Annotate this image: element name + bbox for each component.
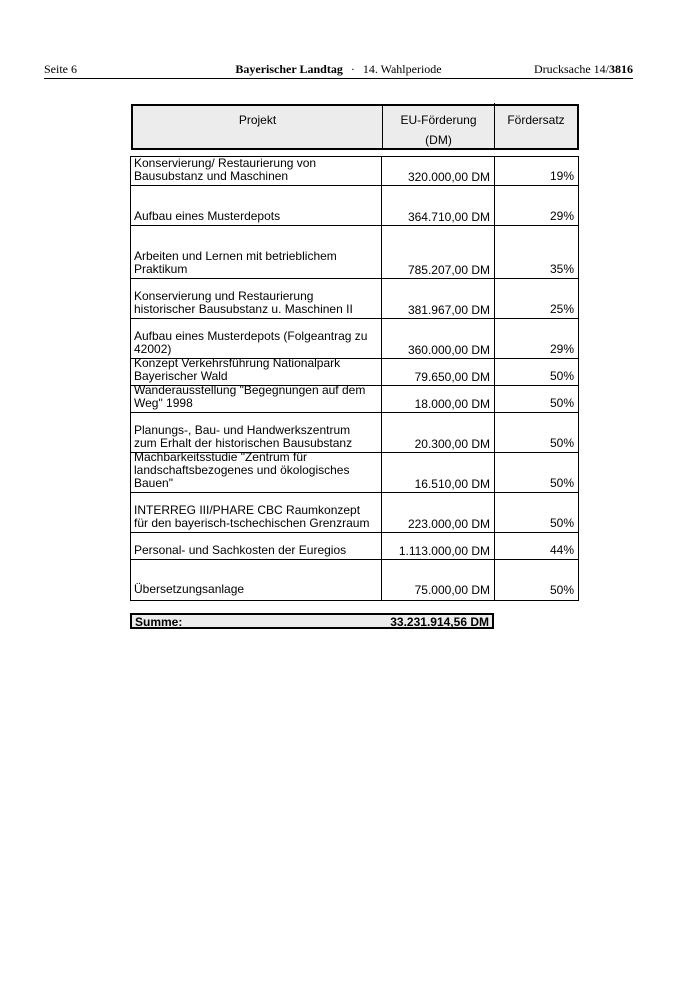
table-row [131, 560, 578, 600]
rate-cell: 50% [549, 369, 574, 383]
table-header [131, 104, 579, 150]
project-cell [131, 450, 382, 492]
rate-cell: 19% [549, 169, 574, 183]
project-cell [131, 157, 382, 185]
project-name: Konservierung/ Restaurierung von Bausubstanz und Maschinen [134, 156, 317, 183]
page-number: Seite 6 [44, 62, 77, 76]
rate-cell: 44% [549, 543, 574, 557]
document-number-value: 3816 [609, 62, 633, 76]
amount-cell: 381.967,00 DM [382, 279, 495, 318]
project-name: Übersetzungsanlage [134, 582, 245, 596]
rate-cell: 29% [549, 342, 574, 356]
rate-cell: 25% [549, 302, 574, 316]
page-header [44, 62, 633, 79]
table-row [131, 450, 578, 493]
table-row [131, 493, 578, 533]
sum-label: Summe: [135, 615, 183, 629]
parliament-name: Bayerischer Landtag [235, 62, 343, 76]
rate-cell: 50% [549, 436, 574, 450]
rate-cell: 50% [549, 476, 574, 490]
amount-cell: 785.207,00 DM [382, 226, 495, 278]
project-name: INTERREG III/PHARE CBC Raumkonzept für den bayerisch-tschechischen Grenzraum [134, 503, 370, 530]
document-prefix: Drucksache 14/ [534, 62, 609, 76]
project-name: Konservierung und Restaurierung historischer Bausubstanz u. Maschinen II [134, 289, 353, 316]
project-cell [131, 226, 382, 278]
rate-cell: 50% [549, 516, 574, 530]
amount-cell: 75.000,00 DM [382, 560, 495, 600]
table-row [131, 319, 578, 359]
project-cell [131, 356, 382, 385]
column-header-eu-unit: (DM) [425, 133, 452, 147]
project-cell [131, 533, 382, 559]
rate-cell: 50% [549, 583, 574, 597]
project-cell [131, 319, 382, 358]
rate-cell: 29% [549, 209, 574, 223]
header-separator: · [350, 62, 355, 76]
project-cell [131, 279, 382, 318]
project-cell [131, 493, 382, 532]
project-name: Arbeiten und Lernen mit betrieblichem Praktikum [134, 249, 337, 276]
table-row [131, 157, 578, 186]
project-cell [131, 560, 382, 600]
rate-cell: 50% [549, 396, 574, 410]
table-row [131, 226, 578, 279]
amount-cell: 79.650,00 DM [382, 359, 495, 385]
table-row [131, 383, 578, 413]
project-name: Personal- und Sachkosten der Euregios [134, 543, 347, 557]
amount-cell: 360.000,00 DM [382, 319, 495, 358]
project-name: Planungs-, Bau- und Handwerkszentrum zum Erhalt der historischen Bausubstanz [134, 423, 353, 450]
project-cell [131, 186, 382, 225]
funding-table [130, 156, 579, 601]
table-row [131, 356, 578, 386]
column-header-rate: Fördersatz [507, 113, 565, 127]
project-cell [131, 383, 382, 412]
column-header-eu-label: EU-Förderung [400, 113, 477, 127]
table-row [131, 413, 578, 453]
column-header-project: Projekt [133, 106, 383, 148]
project-name: Aufbau eines Musterdepots (Folgeantrag zu 42002) [134, 329, 368, 356]
sum-value: 33.231.914,56 DM [390, 615, 489, 629]
table-row [131, 279, 578, 319]
amount-cell: 18.000,00 DM [382, 386, 495, 412]
project-name: Machbarkeitsstudie "Zentrum für landschaftsbezogenes und ökologisches Bauen" [134, 450, 350, 490]
project-name: Aufbau eines Musterdepots [134, 209, 281, 223]
project-cell [131, 413, 382, 452]
amount-cell: 16.510,00 DM [382, 453, 495, 492]
amount-cell: 20.300,00 DM [382, 413, 495, 452]
project-name: Wanderausstellung "Begegnungen auf dem Weg" 1998 [134, 383, 366, 410]
amount-cell: 364.710,00 DM [382, 186, 495, 225]
amount-cell: 320.000,00 DM [382, 157, 495, 185]
sum-row [130, 613, 494, 629]
document-number [534, 62, 633, 77]
rate-cell: 35% [549, 262, 574, 276]
project-name: Konzept Verkehrsführung Nationalpark Bayerischer Wald [134, 356, 341, 383]
amount-cell: 1.113.000,00 DM [382, 533, 495, 559]
column-header-eu-funding [383, 103, 495, 148]
table-row [131, 186, 578, 226]
legislative-period: 14. Wahlperiode [362, 62, 442, 76]
table-row [131, 533, 578, 560]
amount-cell: 223.000,00 DM [382, 493, 495, 532]
